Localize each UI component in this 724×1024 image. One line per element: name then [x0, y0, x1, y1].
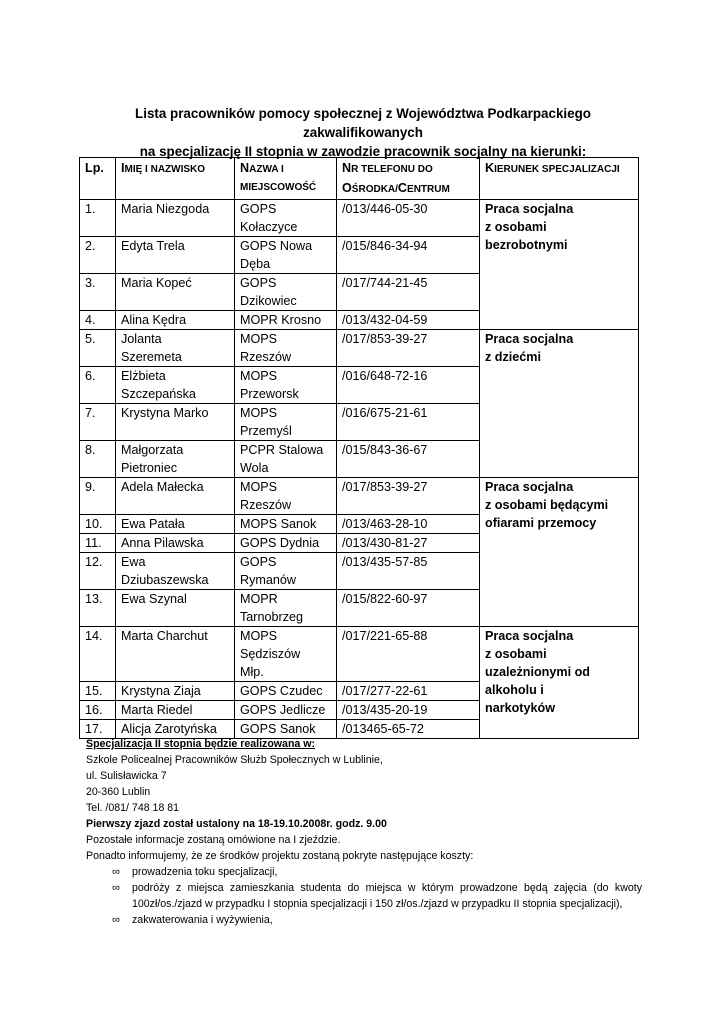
cell-phone: /013/435-20-19 — [337, 701, 480, 720]
cell-lp: 14. — [80, 627, 116, 682]
cell-place: MOPS Sędziszów Młp. — [235, 627, 337, 682]
cell-phone: /013/430-81-27 — [337, 534, 480, 553]
cell-name: Alicja Zarotyńska — [116, 720, 235, 739]
header-name: IMIĘ I NAZWISKO — [116, 158, 235, 200]
cell-place: GOPS Nowa Dęba — [235, 237, 337, 274]
cell-lp: 5. — [80, 330, 116, 367]
cell-direction: Praca socjalna z osobami bezrobotnymi — [480, 200, 639, 330]
cell-lp: 4. — [80, 311, 116, 330]
list-item: ∞ zakwaterowania i wyżywienia, — [112, 914, 273, 926]
cell-name: Maria Niezgoda — [116, 200, 235, 237]
cell-direction: Praca socjalna z osobami uzależnionymi od alkoholu i narkotyków — [480, 627, 639, 739]
cell-lp: 1. — [80, 200, 116, 237]
cell-place: GOPS Rymanów — [235, 553, 337, 590]
cell-phone: /016/648-72-16 — [337, 367, 480, 404]
cell-lp: 7. — [80, 404, 116, 441]
cell-name: Marta Riedel — [116, 701, 235, 720]
cell-lp: 3. — [80, 274, 116, 311]
header-lp: Lp. — [80, 158, 116, 200]
table-body — [80, 200, 639, 739]
cell-name: Ewa Szynal — [116, 590, 235, 627]
cell-direction: Praca socjalna z osobami będącymi ofiarami przemocy — [480, 478, 639, 627]
cell-phone: /013/435-57-85 — [337, 553, 480, 590]
cell-lp: 12. — [80, 553, 116, 590]
address-street: ul. Sulisławicka 7 — [86, 770, 167, 782]
cell-name: Ewa Patała — [116, 515, 235, 534]
specialization-info — [86, 736, 642, 928]
cell-name: Alina Kędra — [116, 311, 235, 330]
cell-phone: /013/463-28-10 — [337, 515, 480, 534]
title-line-1: Lista pracowników pomocy społecznej z Województwa Podkarpackiego zakwalifikowanych — [135, 106, 591, 140]
cell-name: Jolanta Szeremeta — [116, 330, 235, 367]
cell-phone: /013/446-05-30 — [337, 200, 480, 237]
table-row — [80, 627, 639, 682]
address-school: Szkole Policealnej Pracowników Służb Społecznych w Lublinie, — [86, 754, 383, 766]
cell-phone: /013/432-04-59 — [337, 311, 480, 330]
cell-phone: /016/675-21-61 — [337, 404, 480, 441]
info-heading: Specjalizacja II stopnia będzie realizowana w: — [86, 738, 316, 750]
cell-place: GOPS Dzikowiec — [235, 274, 337, 311]
cell-name: Edyta Trela — [116, 237, 235, 274]
cell-phone: /017/853-39-27 — [337, 478, 480, 515]
table-row — [80, 478, 639, 515]
header-place: NAZWA I MIEJSCOWOŚĆ — [235, 158, 337, 200]
cell-lp: 16. — [80, 701, 116, 720]
cell-lp: 9. — [80, 478, 116, 515]
cell-place: MOPS Rzeszów — [235, 478, 337, 515]
cell-phone: /013465-65-72 — [337, 720, 480, 739]
cell-phone: /015/843-36-67 — [337, 441, 480, 478]
cell-place: MOPR Krosno — [235, 311, 337, 330]
cell-phone: /015/822-60-97 — [337, 590, 480, 627]
cell-name: Krystyna Ziaja — [116, 682, 235, 701]
cell-lp: 2. — [80, 237, 116, 274]
cell-lp: 8. — [80, 441, 116, 478]
address-city: 20-360 Lublin — [86, 786, 151, 798]
cell-lp: 15. — [80, 682, 116, 701]
table-row — [80, 200, 639, 237]
cell-place: GOPS Kołaczyce — [235, 200, 337, 237]
cell-place: MOPS Sanok — [235, 515, 337, 534]
header-direction: KIERUNEK SPECJALIZACJI — [480, 158, 639, 200]
cell-place: PCPR Stalowa Wola — [235, 441, 337, 478]
costs-list — [86, 864, 642, 928]
list-item: ∞ podróży z miejsca zamieszkania studenta do miejsca w którym prowadzone będą zajęcia (do kwoty 100zł/os./zjazd w przypadku I stopnia specjalizacji i 150 zł/os./zjazd w przypadku II stopnia specjalizacji), — [112, 882, 642, 910]
cell-place: MOPS Przemyśl — [235, 404, 337, 441]
cell-lp: 6. — [80, 367, 116, 404]
cell-place: GOPS Sanok — [235, 720, 337, 739]
cell-phone: /017/744-21-45 — [337, 274, 480, 311]
cell-name: Anna Pilawska — [116, 534, 235, 553]
cell-lp: 11. — [80, 534, 116, 553]
cell-phone: /017/221-65-88 — [337, 627, 480, 682]
table-header-row — [80, 158, 639, 200]
cell-place: MOPS Rzeszów — [235, 330, 337, 367]
cell-phone: /015/846-34-94 — [337, 237, 480, 274]
cell-name: Maria Kopeć — [116, 274, 235, 311]
infinity-bullet-icon: ∞ — [112, 914, 120, 926]
cell-lp: 17. — [80, 720, 116, 739]
cell-lp: 10. — [80, 515, 116, 534]
first-meeting: Pierwszy zjazd został ustalony na 18-19.10.2008r. godz. 9.00 — [86, 818, 387, 830]
document-title — [84, 104, 642, 161]
cell-place: GOPS Jedlicze — [235, 701, 337, 720]
staff-table — [79, 157, 639, 739]
funding-intro: Ponadto informujemy, że ze środków projektu zostaną pokryte następujące koszty: — [86, 850, 474, 862]
table-row — [80, 330, 639, 367]
infinity-bullet-icon: ∞ — [112, 866, 120, 878]
infinity-bullet-icon: ∞ — [112, 882, 120, 894]
title-line-2: na specjalizację II stopnia w zawodzie pracownik socjalny na kierunki: — [139, 144, 587, 159]
cell-name: Elżbieta Szczepańska — [116, 367, 235, 404]
cell-name: Małgorzata Pietroniec — [116, 441, 235, 478]
cell-place: GOPS Dydnia — [235, 534, 337, 553]
cell-name: Marta Charchut — [116, 627, 235, 682]
cell-place: MOPR Tarnobrzeg — [235, 590, 337, 627]
cell-direction: Praca socjalna z dziećmi — [480, 330, 639, 478]
cell-name: Ewa Dziubaszewska — [116, 553, 235, 590]
header-phone: NR TELEFONU DO OŚRODKA/CENTRUM — [337, 158, 480, 200]
address-phone: Tel. /081/ 748 18 81 — [86, 802, 180, 814]
other-info: Pozostałe informacje zostaną omówione na I zjeździe. — [86, 834, 341, 846]
cell-place: GOPS Czudec — [235, 682, 337, 701]
cell-phone: /017/277-22-61 — [337, 682, 480, 701]
cell-lp: 13. — [80, 590, 116, 627]
list-item: ∞ prowadzenia toku specjalizacji, — [112, 866, 278, 878]
cell-place: MOPS Przeworsk — [235, 367, 337, 404]
cell-phone: /017/853-39-27 — [337, 330, 480, 367]
cell-name: Krystyna Marko — [116, 404, 235, 441]
cell-name: Adela Małecka — [116, 478, 235, 515]
